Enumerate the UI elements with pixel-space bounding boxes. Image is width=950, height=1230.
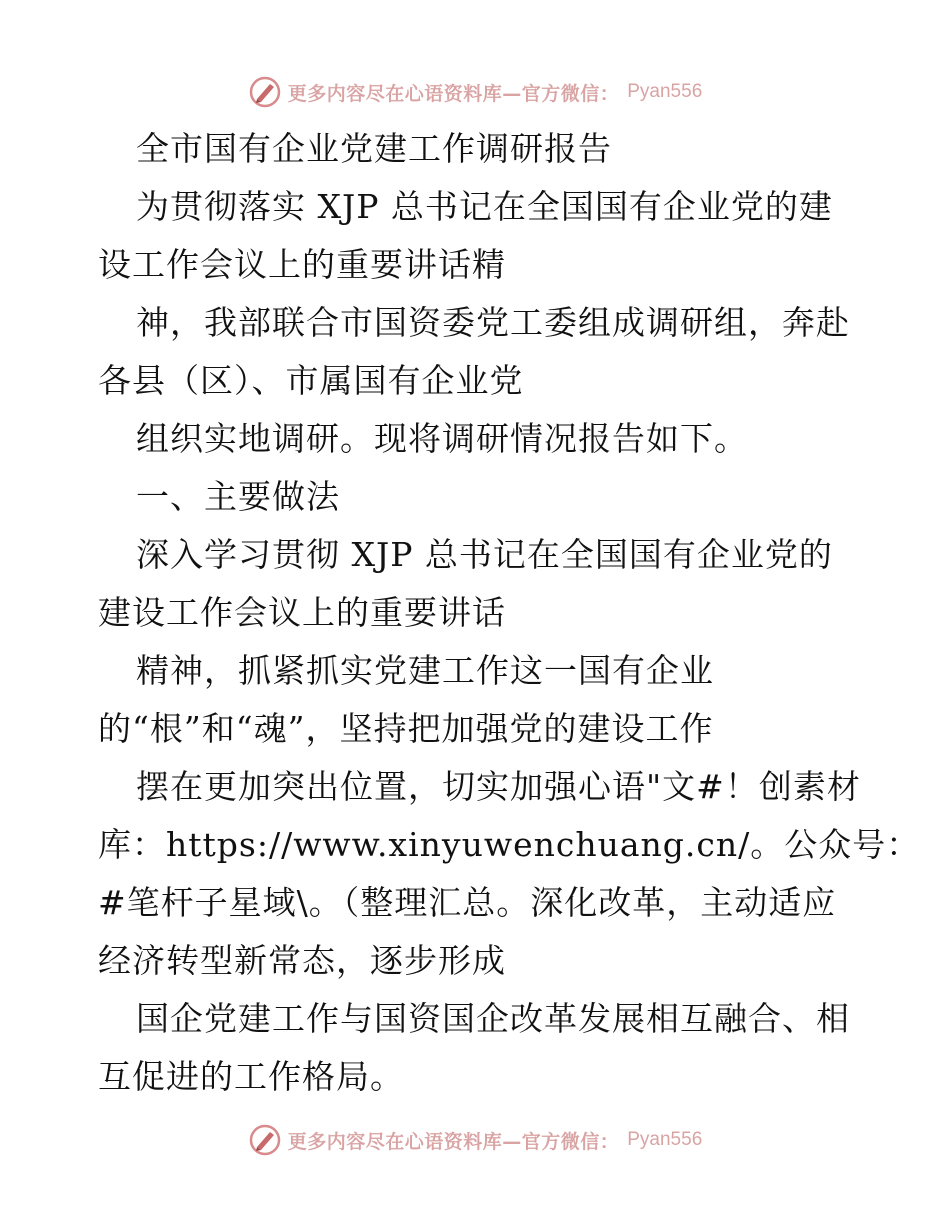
text-line: 互促进的工作格局。	[98, 1057, 404, 1096]
pen-logo-icon	[248, 1123, 282, 1157]
watermark-wechat-id: Pyan556	[627, 81, 703, 102]
text-line: 经济转型新常态，逐步形成	[98, 941, 506, 980]
watermark-text: 更多内容尽在心语资料库—官方微信：	[287, 82, 620, 105]
text-line: 各县（区）、市属国有企业党	[98, 361, 524, 400]
header-watermark	[0, 72, 950, 112]
watermark-text: 更多内容尽在心语资料库—官方微信：	[287, 1130, 620, 1153]
text-line: 精神，抓紧抓实党建工作这一国有企业	[136, 651, 714, 690]
text-line: 国企党建工作与国资国企改革发展相互融合、相	[136, 999, 850, 1038]
pen-logo-icon	[248, 75, 282, 109]
text-line: 为贯彻落实 XJP 总书记在全国国有企业党的建	[136, 187, 833, 226]
footer-watermark	[0, 1120, 950, 1160]
text-line: 设工作会议上的重要讲话精	[98, 245, 506, 284]
text-line: #笔杆子星域\。（整理汇总。深化改革，主动适应	[98, 883, 837, 922]
watermark-wechat-id: Pyan556	[627, 1129, 703, 1150]
text-line: 摆在更加突出位置，切实加强心语"文#！创素材	[136, 767, 861, 806]
text-line: 库：https://www.xinyuwenchuang.cn/。公众号：	[98, 825, 921, 864]
text-line: 深入学习贯彻 XJP 总书记在全国国有企业党的	[136, 535, 833, 574]
text-line: 一、主要做法	[136, 477, 340, 516]
document-title: 全市国有企业党建工作调研报告	[136, 129, 612, 168]
text-line: 的“根”和“魂”，坚持把加强党的建设工作	[98, 709, 714, 748]
text-line: 神，我部联合市国资委党工委组成调研组，奔赴	[136, 303, 850, 342]
document-body	[98, 120, 921, 1106]
text-line: 组织实地调研。现将调研情况报告如下。	[136, 419, 748, 458]
text-line: 建设工作会议上的重要讲话	[98, 593, 506, 632]
